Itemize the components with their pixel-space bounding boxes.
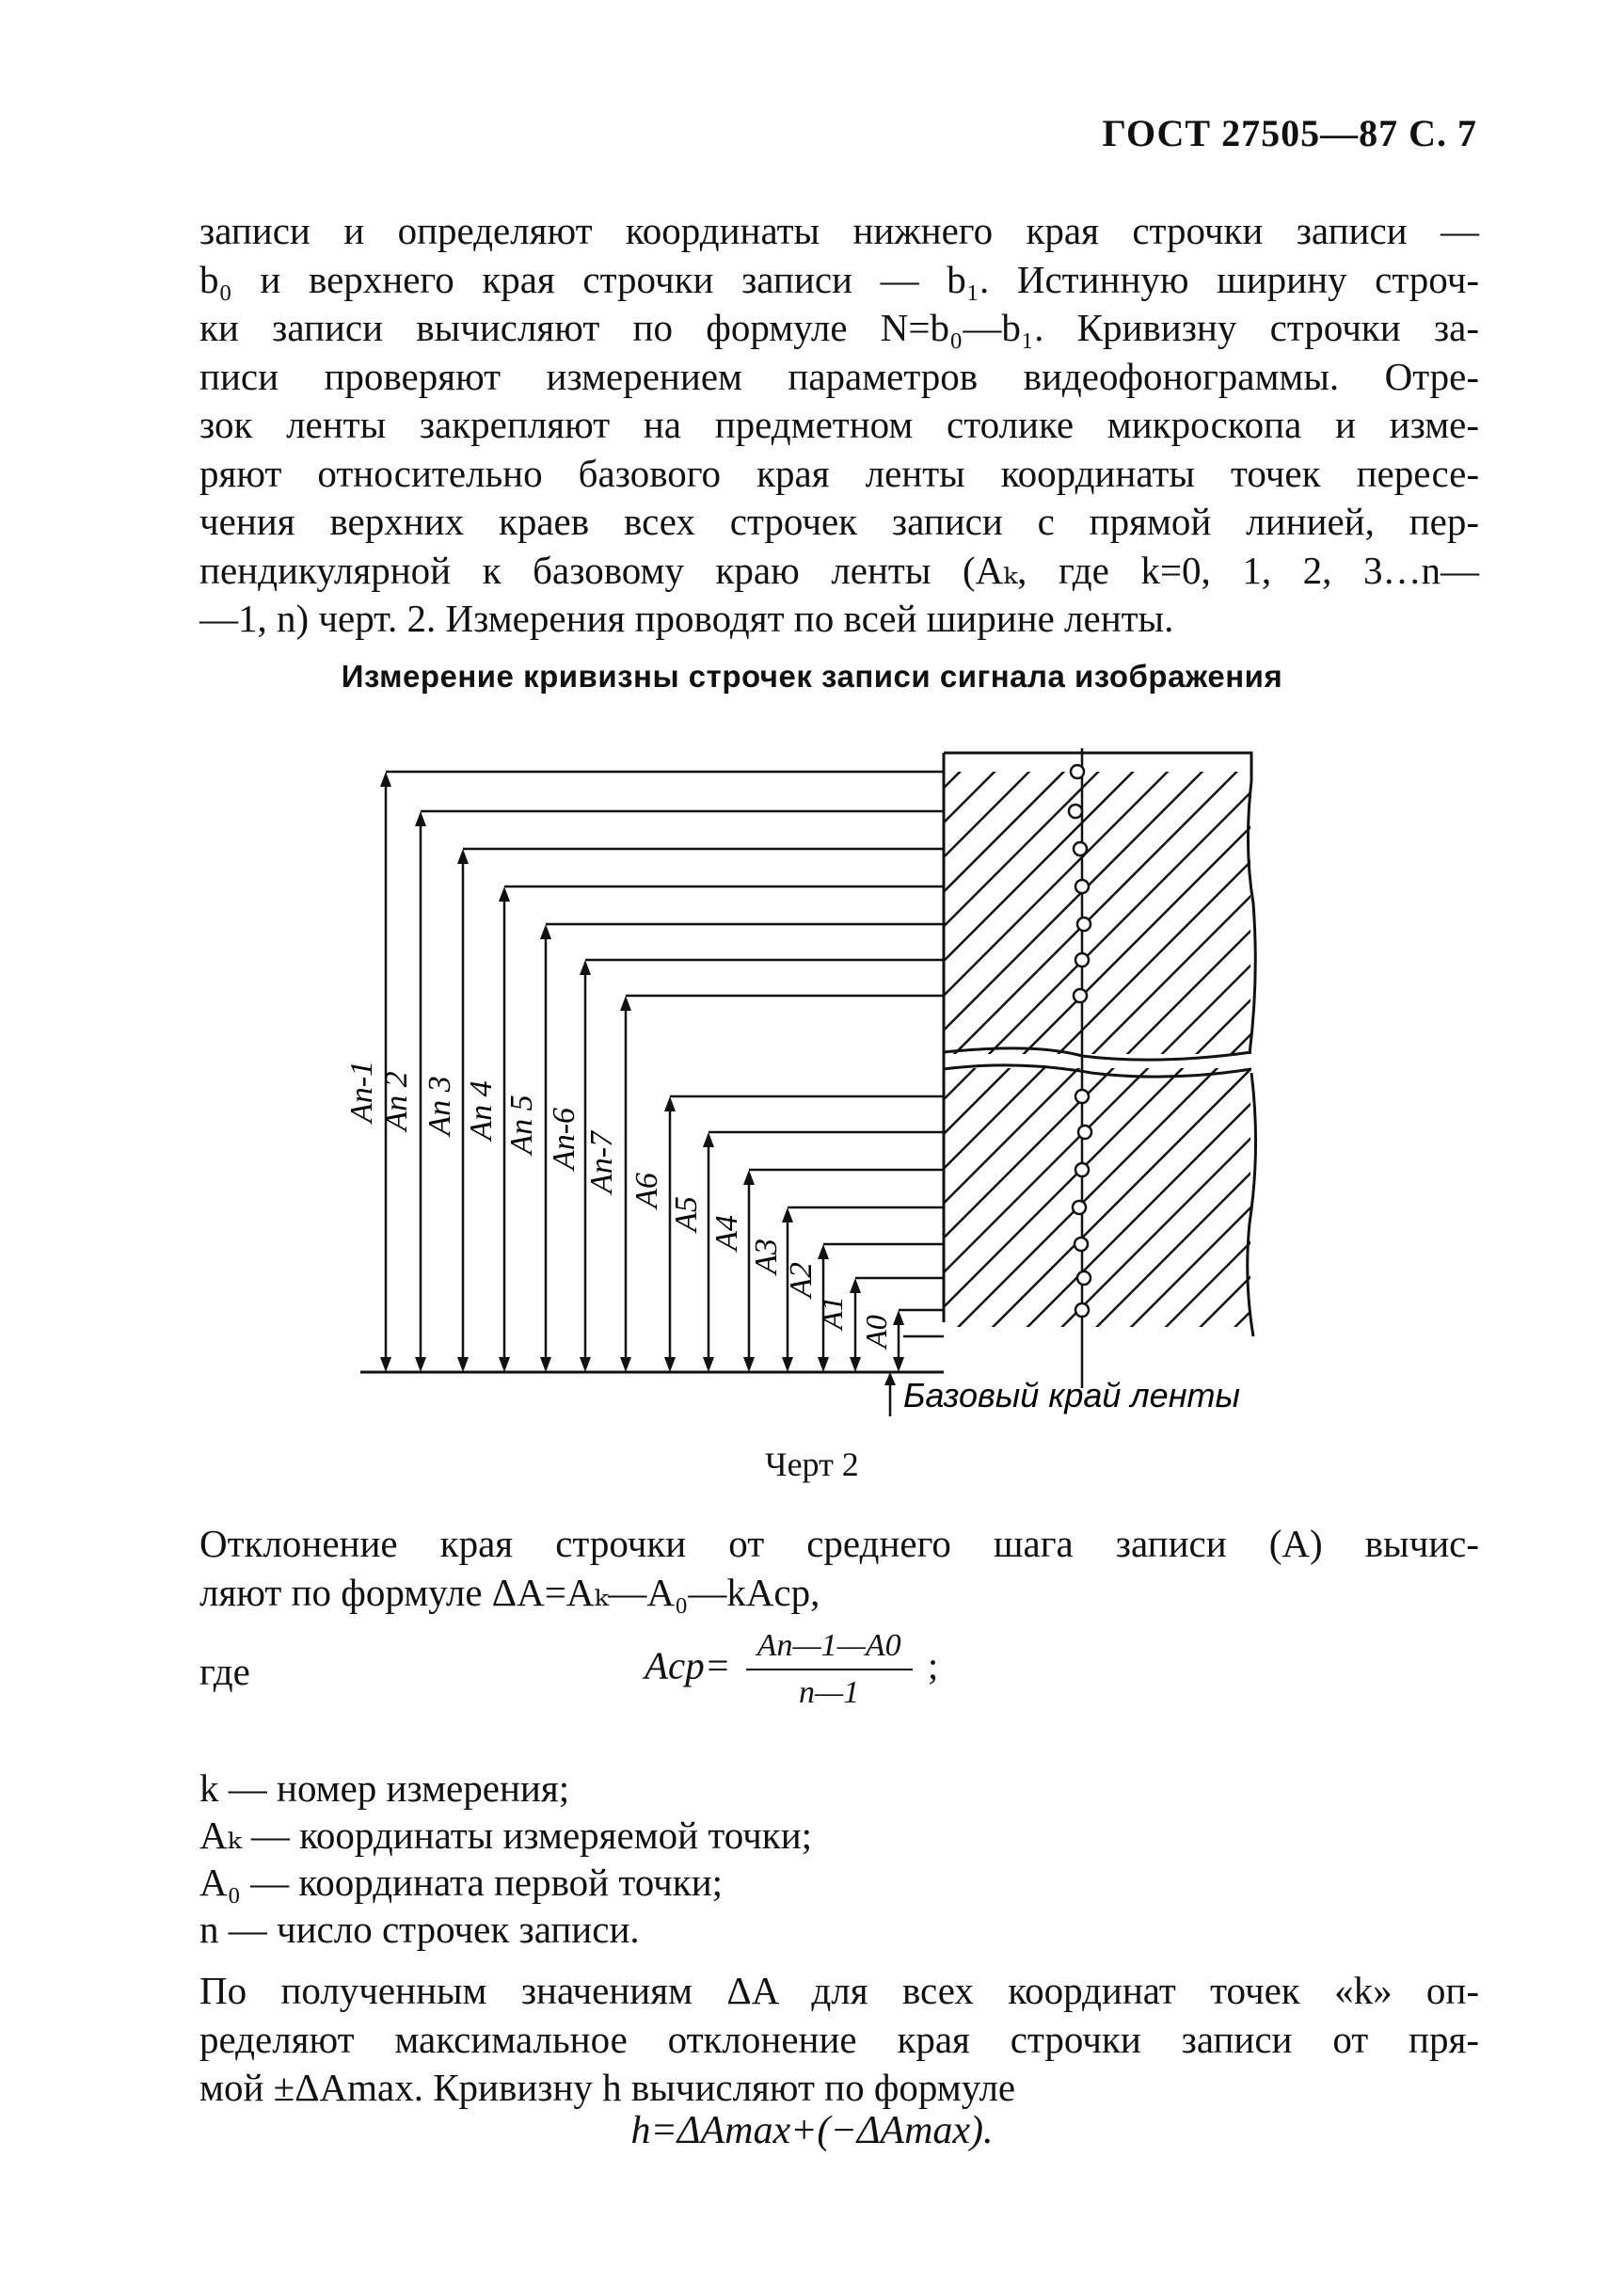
text-line: По полученным значениям ΔA для всех координат точек «k» оп- bbox=[199, 1969, 1479, 2012]
dim-label: An 4 bbox=[464, 1080, 499, 1141]
definition-item: k — номер измерения; bbox=[199, 1766, 570, 1810]
page-header: ГОСТ 27505—87 С. 7 bbox=[1102, 112, 1477, 154]
base-edge-label: Базовый край ленты bbox=[903, 1376, 1240, 1414]
formula-denominator: n—1 bbox=[799, 1675, 860, 1710]
measurement-point bbox=[1075, 880, 1089, 893]
where-word: где bbox=[199, 1650, 250, 1693]
arrow-head-up bbox=[703, 1132, 714, 1147]
arrow-head-down bbox=[782, 1357, 793, 1372]
measurement-point bbox=[1075, 1303, 1089, 1317]
paragraph-1 bbox=[199, 207, 1479, 644]
text-line: ки записи вычисляют по формуле N=b₀—b₁. Кривизну строчки за- bbox=[199, 306, 1479, 349]
text-line: Отклонение края строчки от среднего шага записи (A) вычис- bbox=[199, 1522, 1479, 1565]
arrow-head-down bbox=[499, 1357, 510, 1372]
arrow-head-down bbox=[415, 1357, 426, 1372]
dim-label: An-1 bbox=[344, 1060, 379, 1124]
tape-section bbox=[944, 748, 1256, 1388]
definitions-list bbox=[199, 1765, 812, 1953]
formula-lhs: Aср= bbox=[645, 1643, 731, 1687]
measurement-point bbox=[1077, 918, 1091, 931]
definition-item: n — число строчек записи. bbox=[199, 1908, 640, 1951]
arrow-head-down bbox=[540, 1357, 551, 1372]
arrow-head-up bbox=[664, 1096, 676, 1111]
dim-label: An 5 bbox=[504, 1095, 539, 1155]
curvature-formula-text: h=ΔAmax+(−ΔAmax). bbox=[630, 2109, 994, 2152]
arrow-head-up bbox=[743, 1170, 755, 1185]
measurement-point bbox=[1069, 805, 1082, 818]
text-line: пендикулярной к базовому краю ленты (Aₖ, где k=0, 1, 2, 3…n— bbox=[199, 548, 1479, 592]
arrow-head-up bbox=[818, 1244, 829, 1259]
arrow-head-down bbox=[893, 1357, 904, 1372]
dim-label: An-7 bbox=[584, 1130, 619, 1194]
formula-end: ; bbox=[927, 1643, 939, 1687]
dim-label: A2 bbox=[784, 1262, 819, 1298]
tape-drawing bbox=[0, 734, 1624, 1430]
text-line: ляют по формуле ΔA=Aₖ—A₀—kAср, bbox=[199, 1570, 820, 1614]
arrow-head-down bbox=[850, 1357, 861, 1372]
measurement-point bbox=[1074, 842, 1087, 855]
measurement-point bbox=[1078, 1126, 1091, 1139]
dim-label: A4 bbox=[709, 1215, 744, 1251]
measurement-point bbox=[1077, 1271, 1091, 1285]
text-line: мой ±ΔAmax. Кривизну h вычисляют по формуле bbox=[199, 2066, 1016, 2109]
arrow-head-up bbox=[415, 811, 426, 826]
measurement-point bbox=[1075, 1090, 1089, 1103]
arrow-head-down bbox=[743, 1357, 755, 1372]
text-line: —1, n) черт. 2. Измерения проводят по всей ширине ленты. bbox=[199, 597, 1174, 640]
text-line: b₀ и верхнего края строчки записи — b₁. Истинную ширину строч- bbox=[199, 257, 1479, 301]
arrow-head-up bbox=[499, 887, 510, 902]
formula-numerator: An—1—A0 bbox=[746, 1623, 913, 1670]
arrow-head-up bbox=[620, 996, 631, 1011]
figure-caption: Черт 2 bbox=[765, 1446, 859, 1483]
dim-label: A3 bbox=[749, 1238, 784, 1274]
text-line: ределяют максимальное отклонение края строчки записи от пря- bbox=[199, 2017, 1479, 2061]
measurement-point bbox=[1073, 1201, 1086, 1214]
paragraph-3 bbox=[199, 1967, 1479, 2113]
definition-item: Aₖ — координаты измеряемой точки; bbox=[199, 1814, 813, 1857]
average-step-formula bbox=[645, 1623, 938, 1716]
arrow-head-up bbox=[540, 924, 551, 939]
dim-label: A1 bbox=[815, 1296, 849, 1330]
arrow-head-up bbox=[850, 1278, 861, 1293]
text-line: писи проверяют измерением параметров видеофонограммы. Отре- bbox=[199, 354, 1479, 398]
arrow-head-down bbox=[380, 1357, 391, 1372]
arrow-head-up bbox=[580, 960, 591, 975]
arrow-head-up bbox=[893, 1310, 904, 1325]
paragraph-2 bbox=[199, 1520, 1479, 1617]
dim-label: An 2 bbox=[379, 1071, 414, 1131]
arrow-head-up bbox=[782, 1207, 793, 1222]
figure-title: Измерение кривизны строчек записи сигнала изображения bbox=[341, 659, 1283, 694]
measurement-point bbox=[1075, 1163, 1089, 1176]
arrow-head-down bbox=[457, 1357, 469, 1372]
text-line: чения верхних краев всех строчек записи с прямой линией, пер- bbox=[199, 500, 1479, 543]
text-line: зок ленты закрепляют на предметном столике микроскопа и изме- bbox=[199, 403, 1479, 446]
measurement-point bbox=[1071, 765, 1084, 778]
text-line: ряют относительно базового края ленты координаты точек пересе- bbox=[199, 451, 1479, 495]
measurement-point bbox=[1075, 1238, 1088, 1251]
arrow-head-down bbox=[620, 1357, 631, 1372]
arrow-head-down bbox=[703, 1357, 714, 1372]
measurement-point bbox=[1074, 989, 1087, 1002]
arrow-head-up bbox=[380, 772, 391, 787]
dim-label: An-6 bbox=[547, 1107, 581, 1171]
dim-label: A5 bbox=[669, 1196, 704, 1232]
curvature-formula bbox=[0, 2108, 1624, 2153]
dim-label: A0 bbox=[859, 1315, 893, 1349]
arrow-head-down bbox=[580, 1357, 591, 1372]
text-line: записи и определяют координаты нижнего края строчки записи — bbox=[199, 209, 1479, 252]
arrow-head-down bbox=[818, 1357, 829, 1372]
arrow-head-down bbox=[664, 1357, 676, 1372]
formula-fraction bbox=[746, 1623, 913, 1716]
dim-label: A6 bbox=[629, 1173, 664, 1208]
arrow-head-up bbox=[457, 849, 469, 864]
dimension-labels bbox=[344, 1061, 893, 1350]
dim-label: An 3 bbox=[422, 1076, 457, 1136]
definition-item: A₀ — координата первой точки; bbox=[199, 1861, 724, 1904]
measurement-point bbox=[1075, 953, 1089, 967]
